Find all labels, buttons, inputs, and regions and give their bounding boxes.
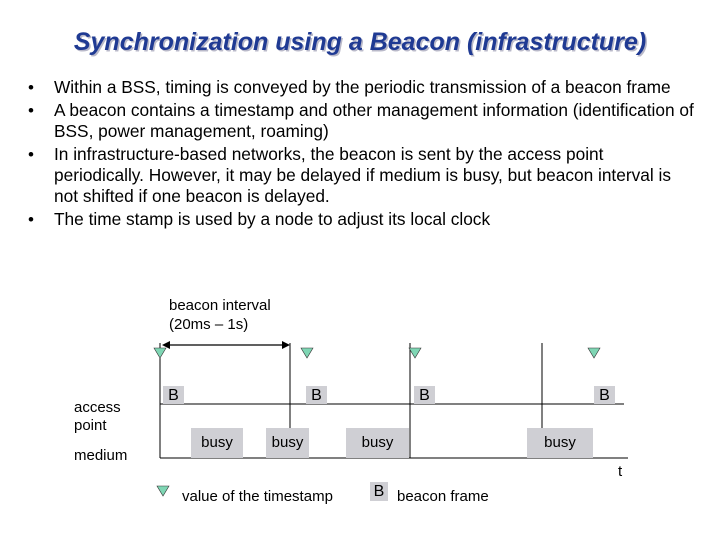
legend-timestamp-marker-icon [157, 486, 169, 496]
busy-label: busy [544, 434, 576, 451]
beacon-letter: B [311, 387, 322, 404]
medium-label: medium [74, 447, 128, 464]
timestamp-marker-icon [588, 348, 600, 358]
busy-label: busy [361, 434, 394, 451]
beacon-letter: B [168, 387, 179, 404]
page-title: Synchronization using a Beacon (infrastructure) [73, 28, 647, 56]
busy-period-box [346, 428, 409, 458]
busy-label: busy [201, 434, 233, 451]
beacon-frame-box [163, 386, 184, 404]
access-point-label: access [74, 399, 121, 416]
bullet-text: A beacon contains a timestamp and other management information (identification of BSS, power management, roaming) [54, 100, 694, 141]
legend-timestamp-label: value of the timestamp [182, 488, 333, 505]
bullet-text: Within a BSS, timing is conveyed by the periodic transmission of a beacon frame [54, 77, 671, 97]
busy-period-box [527, 428, 593, 458]
timestamp-marker-icon [154, 348, 166, 358]
bullet-text: In infrastructure-based networks, the beacon is sent by the access point periodically. However, it may be delayed if medium is busy, but beacon interval is not shifted if one beacon is delayed. [54, 144, 671, 206]
arrow-head-right-icon [282, 341, 290, 349]
access-point-label-line2: point [74, 417, 107, 434]
legend-beacon-box [370, 482, 388, 501]
busy-period-box [191, 428, 243, 458]
timestamp-marker-icon [409, 348, 421, 358]
beacon-interval-range: (20ms – 1s) [169, 316, 249, 333]
legend-beacon-letter: B [373, 483, 385, 500]
legend-beacon-frame-label: beacon frame [397, 488, 489, 505]
beacon-frame-box [594, 386, 615, 404]
beacon-letter: B [419, 387, 430, 404]
beacon-frame-box [414, 386, 435, 404]
busy-label: busy [271, 434, 304, 451]
beacon-frame-box [306, 386, 327, 404]
timestamp-marker-icon [301, 348, 313, 358]
bullet-dot-icon: • [28, 78, 34, 97]
busy-period-box [266, 428, 309, 458]
beacon-interval-label: beacon interval [169, 297, 271, 314]
bullet-dot-icon: • [28, 101, 34, 120]
beacon-letter: B [599, 387, 610, 404]
bullet-dot-icon: • [28, 210, 34, 229]
bullet-text: The time stamp is used by a node to adjust its local clock [54, 209, 491, 229]
bullet-dot-icon: • [28, 145, 34, 164]
time-axis-label: t [618, 463, 623, 480]
